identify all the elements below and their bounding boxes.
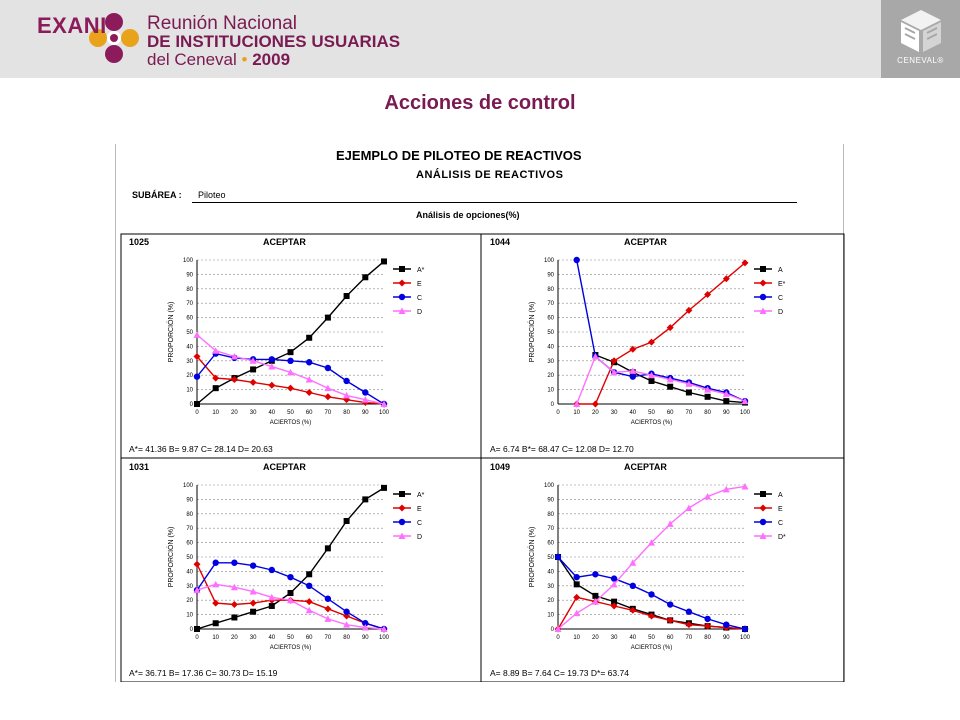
chart-y-tick-label: 70 <box>186 301 193 308</box>
event-title-year: 2009 <box>252 50 291 69</box>
chart-x-tick-label: 0 <box>556 635 560 641</box>
chart-legend-marker-E <box>760 280 767 287</box>
chart-legend-marker-E <box>760 505 767 512</box>
chart-point-A <box>269 603 275 609</box>
chart-point-C <box>592 571 598 577</box>
chart-x-tick-label: 70 <box>685 635 693 641</box>
page-title: Acciones de control <box>384 92 576 114</box>
chart-legend-marker-E <box>399 505 406 512</box>
chart-point-D <box>573 610 580 617</box>
report-document <box>115 144 844 682</box>
chart-series-line-A <box>197 488 384 629</box>
chart-series-line-E <box>577 263 745 404</box>
chart-panel-1049 <box>490 462 786 678</box>
chart-stats: A= 6.74 B*= 68.47 C= 12.08 D= 12.70 <box>490 444 634 454</box>
chart-panel-1031 <box>129 462 425 678</box>
chart-point-E <box>306 598 313 605</box>
chart-x-tick-label: 20 <box>231 410 238 416</box>
chart-point-A <box>306 571 312 577</box>
chart-point-C <box>574 257 580 263</box>
chart-decision: ACEPTAR <box>263 237 306 247</box>
chart-legend-label: C <box>778 520 784 527</box>
chart-x-tick-label: 30 <box>610 635 618 641</box>
chart-x-tick-label: 0 <box>195 410 199 416</box>
chart-point-E <box>324 605 331 612</box>
chart-legend-label: E* <box>778 281 786 288</box>
chart-y-tick-label: 10 <box>547 387 554 394</box>
chart-point-C <box>343 378 349 384</box>
chart-point-C <box>630 373 636 379</box>
chart-y-tick-label: 40 <box>186 569 193 576</box>
chart-point-E <box>324 393 331 400</box>
event-title-line1: Reunión Nacional <box>147 13 297 34</box>
chart-y-tick-label: 90 <box>547 497 554 504</box>
chart-point-C <box>325 596 331 602</box>
chart-legend-label: E <box>417 281 422 288</box>
chart-x-tick-label: 20 <box>231 635 238 641</box>
chart-point-A <box>686 389 692 395</box>
chart-point-C <box>325 365 331 371</box>
chart-point-E <box>250 379 257 386</box>
chart-y-tick-label: 50 <box>186 330 193 336</box>
chart-y-tick-label: 0 <box>550 402 554 408</box>
chart-y-tick-label: 0 <box>189 402 193 408</box>
chart-point-C <box>648 591 654 597</box>
chart-point-A <box>325 545 331 551</box>
chart-x-tick-label: 80 <box>704 635 711 641</box>
chart-decision: ACEPTAR <box>624 462 667 472</box>
chart-point-C <box>194 373 200 379</box>
exani-wordmark: EXANI <box>37 13 107 38</box>
chart-x-tick-label: 30 <box>249 635 257 641</box>
chart-y-tick-label: 10 <box>547 612 554 619</box>
chart-point-A <box>381 258 387 264</box>
chart-x-tick-label: 90 <box>361 410 369 416</box>
chart-x-axis-label: ACIERTOS (%) <box>630 645 673 651</box>
chart-legend-marker-A <box>399 491 405 497</box>
event-title-org: del Ceneval <box>147 50 237 69</box>
chart-y-tick-label: 80 <box>547 286 554 293</box>
chart-point-E <box>573 594 580 601</box>
chart-point-C <box>231 560 237 566</box>
chart-x-tick-label: 0 <box>556 410 560 416</box>
chart-item-number: 1044 <box>490 237 511 247</box>
header-banner <box>0 0 960 78</box>
chart-y-axis-label: PROPORCIÓN (%) <box>168 526 175 588</box>
chart-y-tick-label: 40 <box>547 569 554 576</box>
chart-y-tick-label: 30 <box>186 358 193 365</box>
chart-point-A <box>325 315 331 321</box>
chart-point-C <box>574 574 580 580</box>
chart-legend-marker-C <box>760 519 766 525</box>
event-title-line3 <box>147 50 290 70</box>
chart-point-A <box>592 593 598 599</box>
chart-y-tick-label: 20 <box>547 373 554 380</box>
chart-x-tick-label: 60 <box>666 410 674 416</box>
chart-point-C <box>555 554 561 560</box>
chart-legend-marker-E <box>399 280 406 287</box>
chart-point-C <box>306 359 312 365</box>
chart-point-A <box>250 609 256 615</box>
ceneval-cube-icon <box>897 6 945 54</box>
ceneval-label: CENEVAL® <box>897 56 944 65</box>
chart-point-D <box>194 331 201 338</box>
event-title-line2: DE INSTITUCIONES USUARIAS <box>147 32 401 51</box>
chart-legend-marker-C <box>399 294 405 300</box>
chart-legend-label: E <box>417 506 422 513</box>
chart-x-tick-label: 10 <box>212 635 220 641</box>
chart-x-tick-label: 90 <box>361 635 369 641</box>
chart-point-D <box>685 505 692 512</box>
chart-point-A <box>344 518 350 524</box>
chart-point-A <box>306 335 312 341</box>
chart-y-tick-label: 100 <box>543 258 554 264</box>
chart-series-line-D <box>558 486 745 629</box>
chart-y-axis-label: PROPORCIÓN (%) <box>529 301 536 363</box>
chart-y-tick-label: 90 <box>186 497 193 504</box>
chart-point-C <box>742 626 748 632</box>
chart-point-C <box>630 583 636 589</box>
chart-point-D <box>324 615 331 622</box>
chart-point-E <box>194 561 201 568</box>
chart-stats: A*= 41.36 B= 9.87 C= 28.14 D= 20.63 <box>129 444 273 454</box>
chart-y-tick-label: 0 <box>189 627 193 633</box>
chart-point-C <box>287 358 293 364</box>
chart-y-tick-label: 100 <box>182 258 193 264</box>
chart-point-A <box>250 366 256 372</box>
chart-legend-label: A <box>778 267 783 274</box>
chart-x-tick-label: 50 <box>287 410 294 416</box>
chart-y-tick-label: 30 <box>547 358 554 365</box>
chart-y-tick-label: 50 <box>186 555 193 561</box>
chart-point-A <box>194 401 200 407</box>
chart-point-A <box>194 626 200 632</box>
subarea-value: Piloteo <box>198 190 226 200</box>
chart-y-tick-label: 50 <box>547 330 554 336</box>
chart-point-C <box>269 356 275 362</box>
chart-point-A <box>649 378 655 384</box>
chart-legend-label: D <box>778 309 784 316</box>
chart-point-C <box>269 567 275 573</box>
chart-point-A <box>362 496 368 502</box>
chart-point-E <box>250 600 257 607</box>
chart-item-number: 1025 <box>129 237 150 247</box>
report-title: EJEMPLO DE PILOTEO DE REACTIVOS <box>336 148 582 163</box>
chart-point-C <box>667 601 673 607</box>
chart-legend-label: A* <box>417 492 425 499</box>
chart-legend-label: A <box>778 492 783 499</box>
chart-y-tick-label: 60 <box>186 540 193 547</box>
chart-point-A <box>231 614 237 620</box>
chart-legend-label: C <box>778 295 784 302</box>
chart-x-tick-label: 80 <box>343 410 350 416</box>
chart-y-tick-label: 10 <box>186 612 193 619</box>
chart-x-tick-label: 70 <box>324 410 332 416</box>
chart-x-tick-label: 30 <box>249 410 257 416</box>
chart-y-tick-label: 30 <box>547 583 554 590</box>
chart-legend-marker-A <box>399 266 405 272</box>
chart-x-tick-label: 50 <box>648 410 655 416</box>
chart-x-tick-label: 40 <box>268 635 276 641</box>
chart-legend-label: D <box>417 534 423 541</box>
chart-y-tick-label: 40 <box>547 344 554 351</box>
chart-y-tick-label: 20 <box>186 373 193 380</box>
chart-x-tick-label: 50 <box>287 635 294 641</box>
chart-series-line-C <box>577 260 745 401</box>
chart-point-C <box>704 616 710 622</box>
chart-legend-marker-C <box>760 294 766 300</box>
report-subtitle: ANÁLISIS DE REACTIVOS <box>416 169 564 181</box>
chart-point-C <box>343 609 349 615</box>
chart-y-tick-label: 80 <box>186 286 193 293</box>
chart-y-tick-label: 70 <box>186 526 193 533</box>
subarea-label: SUBÁREA : <box>132 190 182 200</box>
chart-point-C <box>306 583 312 589</box>
chart-point-A <box>723 398 729 404</box>
chart-x-tick-label: 80 <box>343 635 350 641</box>
chart-legend-marker-A <box>760 491 766 497</box>
chart-x-tick-label: 10 <box>573 410 581 416</box>
chart-y-tick-label: 100 <box>182 483 193 489</box>
chart-y-tick-label: 0 <box>550 627 554 633</box>
chart-point-A <box>667 384 673 390</box>
chart-point-A <box>381 485 387 491</box>
chart-legend-label: C <box>417 295 423 302</box>
chart-x-tick-label: 60 <box>305 410 313 416</box>
chart-point-A <box>705 394 711 400</box>
chart-y-tick-label: 30 <box>186 583 193 590</box>
chart-series-line-A <box>197 261 384 404</box>
chart-point-C <box>250 562 256 568</box>
chart-x-tick-label: 60 <box>305 635 313 641</box>
chart-point-A <box>362 274 368 280</box>
chart-x-axis-label: ACIERTOS (%) <box>269 645 312 651</box>
chart-y-tick-label: 60 <box>186 315 193 322</box>
chart-legend-label: D* <box>778 534 786 541</box>
chart-point-E <box>629 346 636 353</box>
chart-y-tick-label: 80 <box>547 511 554 518</box>
chart-x-tick-label: 70 <box>324 635 332 641</box>
chart-point-C <box>362 389 368 395</box>
chart-point-C <box>287 574 293 580</box>
charts-grid <box>116 144 845 682</box>
chart-x-tick-label: 20 <box>592 410 599 416</box>
chart-point-E <box>592 401 599 408</box>
chart-x-tick-label: 100 <box>739 635 751 641</box>
chart-x-tick-label: 10 <box>212 410 220 416</box>
chart-item-number: 1031 <box>129 462 150 472</box>
chart-decision: ACEPTAR <box>263 462 306 472</box>
chart-x-tick-label: 40 <box>629 635 637 641</box>
chart-decision: ACEPTAR <box>624 237 667 247</box>
chart-y-axis-label: PROPORCIÓN (%) <box>168 301 175 363</box>
chart-point-A <box>213 385 219 391</box>
chart-y-tick-label: 20 <box>547 598 554 605</box>
chart-x-tick-label: 90 <box>722 635 730 641</box>
chart-point-E <box>212 600 219 607</box>
chart-panel-1044 <box>490 237 786 454</box>
chart-series-line-E <box>197 564 384 629</box>
chart-y-axis-label: PROPORCIÓN (%) <box>529 526 536 588</box>
chart-point-D <box>306 607 313 614</box>
chart-point-E <box>306 389 313 396</box>
chart-x-tick-label: 40 <box>268 410 276 416</box>
chart-series-line-D <box>577 357 745 405</box>
chart-y-tick-label: 80 <box>186 511 193 518</box>
chart-x-tick-label: 30 <box>610 410 618 416</box>
chart-x-tick-label: 10 <box>573 635 581 641</box>
chart-point-D <box>324 385 331 392</box>
chart-x-tick-label: 50 <box>648 635 655 641</box>
chart-point-A <box>288 590 294 596</box>
chart-x-tick-label: 20 <box>592 635 599 641</box>
chart-point-C <box>723 621 729 627</box>
chart-point-C <box>213 560 219 566</box>
chart-x-axis-label: ACIERTOS (%) <box>269 420 312 426</box>
chart-stats: A= 8.89 B= 7.64 C= 19.73 D*= 63.74 <box>490 668 629 678</box>
chart-y-tick-label: 90 <box>186 272 193 279</box>
chart-legend-label: E <box>778 506 783 513</box>
options-analysis-label: Análisis de opciones(%) <box>416 210 520 220</box>
chart-y-tick-label: 20 <box>186 598 193 605</box>
chart-x-tick-label: 60 <box>666 635 674 641</box>
chart-x-axis-label: ACIERTOS (%) <box>630 420 673 426</box>
chart-y-tick-label: 60 <box>547 540 554 547</box>
chart-item-number: 1049 <box>490 462 511 472</box>
chart-y-tick-label: 70 <box>547 526 554 533</box>
chart-point-C <box>686 609 692 615</box>
chart-y-tick-label: 90 <box>547 272 554 279</box>
chart-point-A <box>288 349 294 355</box>
chart-y-tick-label: 40 <box>186 344 193 351</box>
chart-x-tick-label: 100 <box>378 410 390 416</box>
chart-legend-marker-A <box>760 266 766 272</box>
chart-y-tick-label: 100 <box>543 483 554 489</box>
chart-point-E <box>268 382 275 389</box>
chart-panel-1025 <box>129 237 425 454</box>
chart-x-tick-label: 40 <box>629 410 637 416</box>
chart-y-tick-label: 60 <box>547 315 554 322</box>
chart-x-tick-label: 80 <box>704 410 711 416</box>
chart-legend-label: A* <box>417 267 425 274</box>
chart-point-E <box>287 385 294 392</box>
chart-y-tick-label: 70 <box>547 301 554 308</box>
chart-point-A <box>344 293 350 299</box>
chart-point-E <box>231 601 238 608</box>
chart-point-A <box>213 620 219 626</box>
ceneval-logo <box>881 0 960 78</box>
chart-y-tick-label: 50 <box>547 555 554 561</box>
chart-point-A <box>574 581 580 587</box>
chart-legend-label: D <box>417 309 423 316</box>
chart-legend-label: C <box>417 520 423 527</box>
chart-stats: A*= 36.71 B= 17.36 C= 30.73 D= 15.19 <box>129 668 278 678</box>
event-title-dot: • <box>241 50 248 69</box>
chart-x-tick-label: 0 <box>195 635 199 641</box>
chart-x-tick-label: 70 <box>685 410 693 416</box>
chart-legend-marker-C <box>399 519 405 525</box>
chart-x-tick-label: 100 <box>378 635 390 641</box>
chart-y-tick-label: 10 <box>186 387 193 394</box>
chart-x-tick-label: 100 <box>739 410 751 416</box>
chart-x-tick-label: 90 <box>722 410 730 416</box>
